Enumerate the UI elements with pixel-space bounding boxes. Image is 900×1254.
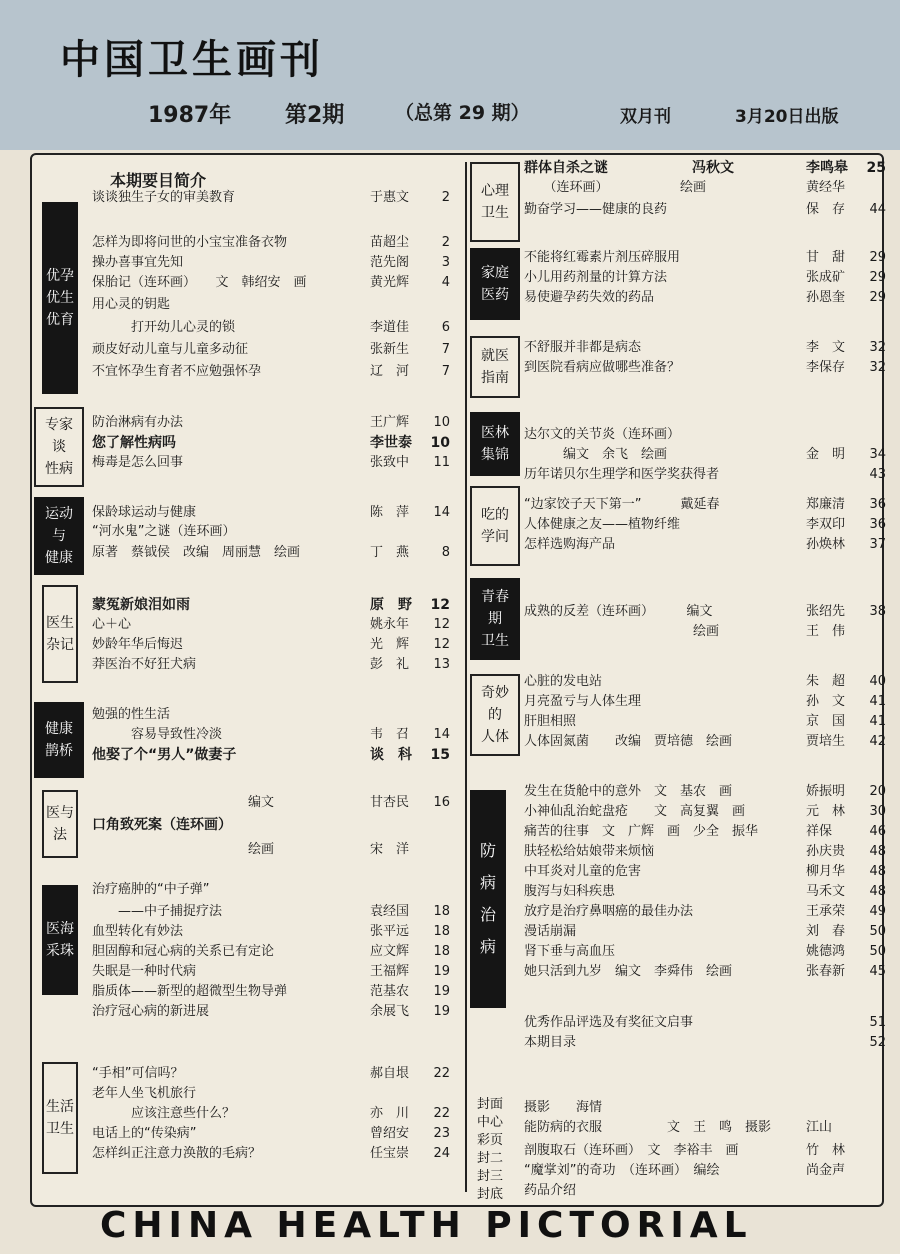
left-entry-row xyxy=(92,318,457,338)
left-entry-row xyxy=(92,295,457,315)
left-entry-title: 老年人坐飞机旅行 xyxy=(92,1086,197,1101)
left-entry-page: 12 xyxy=(433,617,450,632)
right-entry-row xyxy=(524,822,894,842)
right-entry-title: 放疗是治疗鼻咽癌的最佳办法 xyxy=(524,904,694,919)
right-entry-page: 41 xyxy=(869,694,886,709)
category-xinli: 心理 卫生 xyxy=(470,162,520,242)
right-entry-page: 42 xyxy=(869,734,886,749)
category-queqiao: 健康 鹊桥 xyxy=(34,702,84,778)
left-entry-row xyxy=(92,595,457,615)
right-entry-title: 优秀作品评选及有奖征文启事 xyxy=(524,1015,694,1030)
category-fangbing: 防 病 治 病 xyxy=(470,790,506,1008)
left-entry-author: 郝自垠 xyxy=(370,1066,410,1081)
left-entry-title: 原著 蔡钺侯 改编 周丽慧 绘画 xyxy=(92,545,301,560)
right-entry-title: 绘画 xyxy=(524,624,720,639)
left-entry-title: 血型转化有妙法 xyxy=(92,924,184,939)
right-entry-author: 刘 春 xyxy=(806,924,846,939)
left-entry-page: 19 xyxy=(433,964,450,979)
right-entry-title: 小神仙乱治蛇盘疮 文 高复翼 画 xyxy=(524,804,746,819)
right-entry-title: “边家饺子天下第一” 戴延春 xyxy=(524,497,720,512)
right-entry-row xyxy=(524,338,894,358)
left-entry-row xyxy=(92,902,457,922)
left-entry-author: 王广辉 xyxy=(370,415,410,430)
left-entry-author: 原 野 xyxy=(370,597,412,613)
left-entry-page: 24 xyxy=(433,1146,450,1161)
right-entry-author: 孙焕林 xyxy=(806,537,846,552)
left-entry-title: 谈谈独生子女的审美教育 xyxy=(92,190,236,205)
footer-english-title: CHINA HEALTH PICTORIAL xyxy=(100,1205,753,1246)
right-entry-row xyxy=(524,842,894,862)
left-entry-row xyxy=(92,655,457,675)
issue-year: 1987年 xyxy=(148,103,232,128)
right-entry-row xyxy=(524,445,894,465)
left-entry-row xyxy=(92,362,457,382)
left-entry-author: 光 辉 xyxy=(370,637,410,652)
left-entry-title: “河水鬼”之谜（连环画） xyxy=(92,524,236,539)
right-entry-author: 李保存 xyxy=(806,360,846,375)
right-entry-author: 马禾文 xyxy=(806,884,846,899)
right-entry-author: 孙恩奎 xyxy=(806,290,846,305)
right-entry-row xyxy=(524,535,894,555)
left-entry-page: 15 xyxy=(430,747,450,763)
right-entry-row xyxy=(524,1141,894,1161)
right-entry-title: 易使避孕药失效的药品 xyxy=(524,290,655,305)
right-entry-row xyxy=(524,158,894,178)
right-entry-row xyxy=(524,1098,894,1118)
right-entry-row xyxy=(524,782,894,802)
right-entry-title: 心脏的发电站 xyxy=(524,674,603,689)
left-entry-title: 妙龄年华后悔迟 xyxy=(92,637,184,652)
left-entry-title: 蒙冤新娘泪如雨 xyxy=(92,597,190,613)
right-entry-row xyxy=(524,882,894,902)
left-entry-row xyxy=(92,962,457,982)
left-entry-page: 11 xyxy=(433,455,450,470)
right-entry-author: 元 林 xyxy=(806,804,846,819)
left-entry-row xyxy=(92,615,457,635)
left-entry-page: 8 xyxy=(441,545,450,560)
left-entry-author: 于惠文 xyxy=(370,190,410,205)
right-entry-page: 48 xyxy=(869,844,886,859)
left-entry-author: 袁经国 xyxy=(370,904,410,919)
right-entry-author: 竹 林 xyxy=(806,1143,846,1158)
issue-frequency: 双月刊 xyxy=(620,107,671,127)
left-entry-page: 7 xyxy=(441,364,450,379)
left-entry-title: 治疗癌肿的“中子弹” xyxy=(92,882,210,897)
category-jiating: 家庭 医药 xyxy=(470,248,520,320)
left-entry-page: 3 xyxy=(441,255,450,270)
right-entry-row xyxy=(524,288,894,308)
right-entry-author: 姚德鸿 xyxy=(806,944,846,959)
left-entry-page: 2 xyxy=(441,235,450,250)
right-entry-title: 怎样选购海产品 xyxy=(524,537,616,552)
right-entry-title: 能防病的衣服 文 王 鸣 摄影 xyxy=(524,1120,772,1135)
left-entry-title: 应该注意些什么？ xyxy=(92,1106,236,1121)
left-entry-row xyxy=(92,433,457,453)
left-entry-author: 谈 科 xyxy=(370,747,412,763)
right-entry-author: 郑廉清 xyxy=(806,497,846,512)
left-entry-page: 2 xyxy=(441,190,450,205)
right-entry-page: 48 xyxy=(869,884,886,899)
right-entry-title: 肝胆相照 xyxy=(524,714,577,729)
left-entry-title: 操办喜事宜先知 xyxy=(92,255,184,270)
left-entry-row xyxy=(92,188,457,208)
right-entry-row xyxy=(524,962,894,982)
right-entry-row xyxy=(524,942,894,962)
right-entry-page: 50 xyxy=(869,944,886,959)
left-entry-page: 18 xyxy=(433,904,450,919)
left-entry-author: 应文辉 xyxy=(370,944,410,959)
right-entry-row xyxy=(524,672,894,692)
left-entry-page: 6 xyxy=(441,320,450,335)
right-entry-row xyxy=(524,1118,894,1138)
left-entry-page: 4 xyxy=(441,275,450,290)
category-qingchun: 青春 期 卫生 xyxy=(470,578,520,660)
masthead-banner xyxy=(0,0,900,150)
right-entry-title: 小儿用药剂量的计算方法 xyxy=(524,270,668,285)
right-entry-author: 张成矿 xyxy=(806,270,846,285)
right-entry-page: 29 xyxy=(869,290,886,305)
right-entry-page: 50 xyxy=(869,924,886,939)
right-entry-title: 群体自杀之谜 冯秋文 xyxy=(524,160,734,176)
right-entry-title: 人体固氮菌 改编 贾培德 绘画 xyxy=(524,734,733,749)
left-entry-author: 苗超尘 xyxy=(370,235,410,250)
right-entry-page: 40 xyxy=(869,674,886,689)
left-entry-author: 余展飞 xyxy=(370,1004,410,1019)
right-entry-page: 32 xyxy=(869,340,886,355)
right-entry-row xyxy=(524,602,894,622)
left-entry-row xyxy=(92,273,457,293)
left-entry-author: 李道佳 xyxy=(370,320,410,335)
left-entry-page: 18 xyxy=(433,944,450,959)
right-entry-page: 44 xyxy=(869,202,886,217)
left-entry-row xyxy=(92,1124,457,1144)
left-entry-title: ——中子捕捉疗法 xyxy=(92,904,223,919)
right-entry-row xyxy=(524,902,894,922)
right-entry-author: 孙 文 xyxy=(806,694,846,709)
right-entry-row xyxy=(524,515,894,535)
right-entry-page: 51 xyxy=(869,1015,886,1030)
left-entry-title: 勉强的性生活 xyxy=(92,707,171,722)
right-entry-page: 37 xyxy=(869,537,886,552)
category-yisheng: 医生 杂记 xyxy=(42,585,78,683)
right-entry-author: 王承荣 xyxy=(806,904,846,919)
left-entry-row xyxy=(92,413,457,433)
left-entry-page: 10 xyxy=(433,415,450,430)
left-entry-page: 13 xyxy=(433,657,450,672)
left-entry-page: 12 xyxy=(433,637,450,652)
right-entry-row xyxy=(524,802,894,822)
left-entry-author: 张致中 xyxy=(370,455,410,470)
issue-number: 第2期 xyxy=(285,103,345,128)
left-entry-row xyxy=(92,233,457,253)
right-entry-title: 历年诺贝尔生理学和医学奖获得者 xyxy=(524,467,720,482)
right-entry-title: 人体健康之友——植物纤维 xyxy=(524,517,681,532)
left-entry-title: 防治淋病有办法 xyxy=(92,415,184,430)
right-entry-title: 摄影 海情 xyxy=(524,1100,603,1115)
right-entry-page: 29 xyxy=(869,270,886,285)
right-entry-author: 张春新 xyxy=(806,964,846,979)
left-entry-row xyxy=(92,522,457,542)
left-entry-author: 陈 萍 xyxy=(370,505,410,520)
left-entry-title: 容易导致性冷淡 xyxy=(92,727,223,742)
category-chide: 吃的 学问 xyxy=(470,486,520,566)
left-entry-title: 心＋心 xyxy=(92,617,132,632)
left-entry-page: 14 xyxy=(433,505,450,520)
right-entry-row xyxy=(524,268,894,288)
right-entry-author: 李鸣皋 xyxy=(806,160,848,176)
left-entry-title: 莽医治不好狂犬病 xyxy=(92,657,197,672)
right-entry-title: 月亮盈亏与人体生理 xyxy=(524,694,642,709)
left-entry-title: 胆固醇和冠心病的关系已有定论 xyxy=(92,944,275,959)
right-entry-author: 孙庆贵 xyxy=(806,844,846,859)
intro-title: 本期要目简介 xyxy=(110,171,207,190)
right-entry-row xyxy=(524,1181,894,1201)
left-entry-author: 李世泰 xyxy=(370,435,412,451)
right-entry-page: 29 xyxy=(869,250,886,265)
right-entry-author: 贾培生 xyxy=(806,734,846,749)
left-entry-title: 您了解性病吗 xyxy=(92,435,176,451)
left-entry-title: 失眠是一种时代病 xyxy=(92,964,197,979)
issue-total: （总第 29 期） xyxy=(395,102,530,124)
right-entry-author: 保 存 xyxy=(806,202,846,217)
left-entry-author: 韦 召 xyxy=(370,727,410,742)
left-entry-title: 他娶了个“男人”做妻子 xyxy=(92,747,237,763)
right-entry-author: 尚金声 xyxy=(806,1163,846,1178)
right-entry-title: （连环画） 绘画 xyxy=(524,180,707,195)
left-entry-row xyxy=(92,1104,457,1124)
column-divider xyxy=(465,162,467,1192)
left-entry-title: 保龄球运动与健康 xyxy=(92,505,197,520)
left-entry-author: 彭 礼 xyxy=(370,657,410,672)
left-entry-page: 7 xyxy=(441,342,450,357)
right-entry-author: 金 明 xyxy=(806,447,846,462)
right-entry-author: 京 国 xyxy=(806,714,846,729)
left-entry-page: 14 xyxy=(433,727,450,742)
right-entry-title: 她只活到九岁 编文 李舜伟 绘画 xyxy=(524,964,733,979)
right-entry-title: 剖腹取石（连环画） 文 李裕丰 画 xyxy=(524,1143,739,1158)
right-entry-author: 江山 xyxy=(806,1120,833,1135)
right-entry-row xyxy=(524,712,894,732)
left-entry-title: 怎样纠正注意力涣散的毛病？ xyxy=(92,1146,262,1161)
left-entry-row xyxy=(92,1064,457,1084)
right-entry-row xyxy=(524,248,894,268)
left-entry-author: 张新生 xyxy=(370,342,410,357)
left-entry-author: 宋 洋 xyxy=(370,842,410,857)
right-entry-page: 49 xyxy=(869,904,886,919)
right-entry-author: 李 文 xyxy=(806,340,846,355)
right-entry-row xyxy=(524,922,894,942)
left-entry-row xyxy=(92,745,457,765)
right-entry-row xyxy=(524,692,894,712)
right-entry-title: 编文 余飞 绘画 xyxy=(524,447,668,462)
category-xingbing: 专家 谈 性病 xyxy=(34,407,84,487)
left-entry-author: 甘杏民 xyxy=(370,795,410,810)
left-entry-author: 辽 河 xyxy=(370,364,410,379)
left-entry-author: 范基农 xyxy=(370,984,410,999)
left-entry-title: 口角致死案（连环画） xyxy=(92,817,232,833)
right-entry-author: 李双印 xyxy=(806,517,846,532)
left-entry-row xyxy=(92,840,457,860)
category-qimiao: 奇妙 的 人体 xyxy=(470,674,520,756)
left-entry-title: 电话上的“传染病” xyxy=(92,1126,197,1141)
left-entry-title: 怎样为即将问世的小宝宝准备衣物 xyxy=(92,235,288,250)
right-entry-page: 36 xyxy=(869,497,886,512)
left-entry-author: 王福辉 xyxy=(370,964,410,979)
left-entry-title: 梅毒是怎么回事 xyxy=(92,455,184,470)
left-entry-row xyxy=(92,635,457,655)
right-entry-title: 不舒服并非都是病态 xyxy=(524,340,642,355)
right-entry-title: 达尔文的关节炎（连环画） xyxy=(524,427,681,442)
left-entry-row xyxy=(92,705,457,725)
right-entry-page: 41 xyxy=(869,714,886,729)
left-entry-title: 用心灵的钥匙 xyxy=(92,297,171,312)
left-entry-row xyxy=(92,1144,457,1164)
left-entry-page: 23 xyxy=(433,1126,450,1141)
right-entry-row xyxy=(524,622,894,642)
left-entry-row xyxy=(92,942,457,962)
right-entry-row xyxy=(524,178,894,198)
left-entry-row xyxy=(92,982,457,1002)
right-entry-title: 发生在货舱中的意外 文 基农 画 xyxy=(524,784,733,799)
right-entry-page: 38 xyxy=(869,604,886,619)
right-entry-title: 肤轻松给姑娘带来烦恼 xyxy=(524,844,655,859)
right-entry-author: 王 伟 xyxy=(806,624,846,639)
left-entry-row xyxy=(92,503,457,523)
right-entry-row xyxy=(524,1161,894,1181)
left-entry-row xyxy=(92,543,457,563)
masthead-title: 中国卫生画刊 xyxy=(60,36,324,83)
left-entry-title: 编文 xyxy=(92,795,275,810)
right-entry-row xyxy=(524,425,894,445)
left-entry-author: 曾绍安 xyxy=(370,1126,410,1141)
left-entry-page: 10 xyxy=(430,435,450,451)
right-entry-title: 不能将红霉素片剂压碎服用 xyxy=(524,250,681,265)
category-jiuyi: 就医 指南 xyxy=(470,336,520,398)
left-entry-row xyxy=(92,922,457,942)
left-entry-row xyxy=(92,340,457,360)
left-entry-author: 姚永年 xyxy=(370,617,410,632)
right-entry-page: 34 xyxy=(869,447,886,462)
left-entry-row xyxy=(92,880,457,900)
right-entry-title: 勤奋学习——健康的良药 xyxy=(524,202,668,217)
left-entry-title: 顽皮好动儿童与儿童多动征 xyxy=(92,342,249,357)
left-entry-title: “手相”可信吗？ xyxy=(92,1066,184,1081)
right-entry-row xyxy=(524,1033,894,1053)
left-entry-row xyxy=(92,725,457,745)
right-entry-page: 30 xyxy=(869,804,886,819)
left-entry-page: 16 xyxy=(433,795,450,810)
right-entry-row xyxy=(524,495,894,515)
left-entry-author: 任宝崇 xyxy=(370,1146,410,1161)
right-entry-page: 45 xyxy=(869,964,886,979)
category-yundong: 运动 与 健康 xyxy=(34,497,84,575)
right-entry-page: 48 xyxy=(869,864,886,879)
left-entry-author: 亦 川 xyxy=(370,1106,410,1121)
right-entry-author: 娇振明 xyxy=(806,784,846,799)
left-entry-row xyxy=(92,1002,457,1022)
right-entry-page: 46 xyxy=(869,824,886,839)
left-entry-page: 19 xyxy=(433,984,450,999)
left-entry-row xyxy=(92,253,457,273)
right-entry-page: 20 xyxy=(869,784,886,799)
left-entry-title: 不宜怀孕生育者不应勉强怀孕 xyxy=(92,364,262,379)
right-entry-row xyxy=(524,862,894,882)
left-entry-title: 保胎记（连环画） 文 韩绍安 画 xyxy=(92,275,307,290)
left-entry-page: 22 xyxy=(433,1106,450,1121)
category-cover: 封面 中心 彩页 封二 封三 封底 xyxy=(476,1097,503,1202)
right-entry-page: 36 xyxy=(869,517,886,532)
category-yihai: 医海 采珠 xyxy=(42,885,78,995)
left-entry-row xyxy=(92,793,457,813)
issue-date: 3月20日出版 xyxy=(735,107,839,127)
category-shenghuo: 生活 卫生 xyxy=(42,1062,78,1174)
category-yufa: 医与 法 xyxy=(42,790,78,858)
left-entry-title: 脂质体——新型的超微型生物导弹 xyxy=(92,984,288,999)
left-entry-row xyxy=(92,453,457,473)
left-entry-author: 范先阁 xyxy=(370,255,410,270)
right-entry-row xyxy=(524,1013,894,1033)
right-entry-title: 成熟的反差（连环画） 编文 xyxy=(524,604,713,619)
right-entry-title: “魔掌刘”的奇功 （连环画） 编绘 xyxy=(524,1163,720,1178)
right-entry-title: 到医院看病应做哪些准备？ xyxy=(524,360,681,375)
left-entry-page: 18 xyxy=(433,924,450,939)
left-entry-row xyxy=(92,815,457,835)
right-entry-title: 腹泻与妇科疾患 xyxy=(524,884,616,899)
right-entry-author: 张绍先 xyxy=(806,604,846,619)
left-entry-author: 黄光辉 xyxy=(370,275,410,290)
category-yilin: 医林 集锦 xyxy=(470,412,520,476)
right-entry-author: 柳月华 xyxy=(806,864,846,879)
right-entry-author: 黄经华 xyxy=(806,180,846,195)
right-entry-title: 漫话崩漏 xyxy=(524,924,577,939)
left-entry-page: 12 xyxy=(430,597,450,613)
right-entry-title: 痛苦的往事 文 广辉 画 少全 振华 xyxy=(524,824,759,839)
right-entry-row xyxy=(524,732,894,752)
right-entry-title: 中耳炎对儿童的危害 xyxy=(524,864,642,879)
right-entry-page: 52 xyxy=(869,1035,886,1050)
right-entry-page: 25 xyxy=(866,160,886,176)
category-youyun: 优孕 优生 优育 xyxy=(42,202,78,394)
left-entry-page: 19 xyxy=(433,1004,450,1019)
right-entry-title: 肾下垂与高血压 xyxy=(524,944,616,959)
right-entry-page: 32 xyxy=(869,360,886,375)
left-entry-page: 22 xyxy=(433,1066,450,1081)
right-entry-row xyxy=(524,200,894,220)
right-entry-author: 朱 超 xyxy=(806,674,846,689)
right-entry-author: 祥保 xyxy=(806,824,833,839)
left-entry-row xyxy=(92,1084,457,1104)
right-entry-title: 药品介绍 xyxy=(524,1183,577,1198)
right-entry-title: 本期目录 xyxy=(524,1035,577,1050)
right-entry-row xyxy=(524,358,894,378)
left-entry-author: 张平远 xyxy=(370,924,410,939)
left-entry-title: 打开幼儿心灵的锁 xyxy=(92,320,236,335)
right-entry-author: 甘 甜 xyxy=(806,250,846,265)
left-entry-title: 绘画 xyxy=(92,842,275,857)
left-entry-author: 丁 燕 xyxy=(370,545,410,560)
left-entry-title: 治疗冠心病的新进展 xyxy=(92,1004,210,1019)
right-entry-page: 43 xyxy=(869,467,886,482)
right-entry-row xyxy=(524,465,894,485)
